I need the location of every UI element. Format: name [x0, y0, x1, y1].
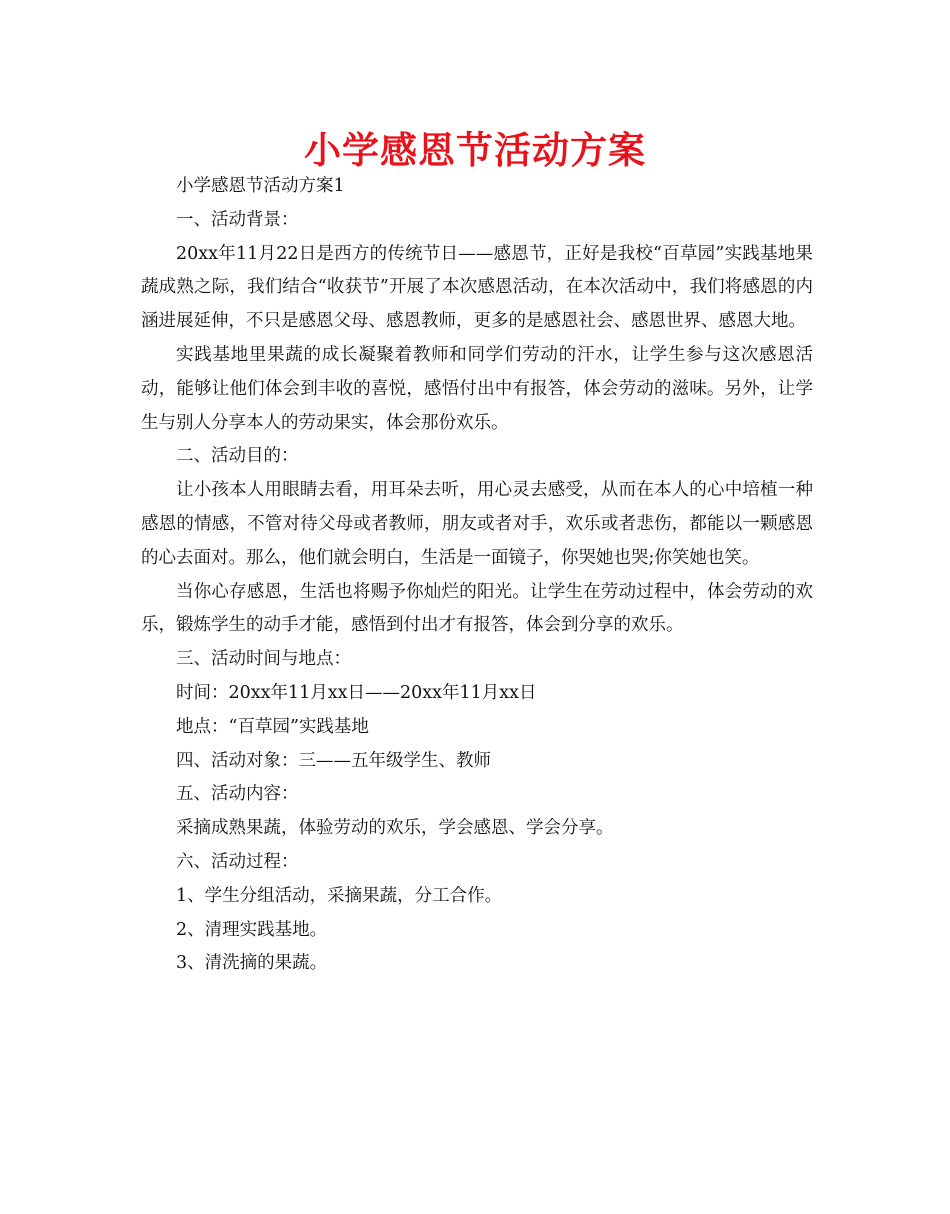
document-title: 小学感恩节活动方案	[304, 129, 646, 172]
process-step-2: 2、清理实践基地。	[176, 919, 328, 940]
section-heading-content: 五、活动内容：	[176, 784, 299, 805]
background-paragraph-2: 实践基地里果蔬的成长凝聚着教师和同学们劳动的汗水，让学生参与这次感恩活动，能够让他们体会到丰收的喜悦，感悟付出中有报答，体会劳动的滋味。另外，让学生与别人分享本人的劳动果实，体会那份欢乐。	[141, 344, 813, 433]
process-step-1: 1、学生分组活动，采摘果蔬，分工合作。	[176, 885, 503, 906]
purpose-paragraph-2: 当你心存感恩，生活也将赐予你灿烂的阳光。让学生在劳动过程中，体会劳动的欢乐，锻炼学生的动手才能，感悟到付出才有报答，体会到分享的欢乐。	[141, 581, 813, 636]
section-heading-background: 一、活动背景：	[176, 209, 299, 230]
purpose-paragraph-1: 让小孩本人用眼睛去看，用耳朵去听，用心灵去感受，从而在本人的心中培植一种感恩的情感，不管对待父母或者教师，朋友或者对手，欢乐或者悲伤，都能以一颗感恩的心去面对。那么，他们就会明白，生活是一面镜子，你哭她也哭;你笑她也笑。	[141, 480, 813, 568]
document-body	[141, 170, 813, 981]
section-heading-purpose: 二、活动目的：	[176, 446, 299, 467]
content-line: 采摘成熟果蔬，体验劳动的欢乐，学会感恩、学会分享。	[176, 818, 614, 839]
section-heading-participants: 四、活动对象：三——五年级学生、教师	[176, 750, 491, 771]
section-heading-time-place: 三、活动时间与地点：	[176, 649, 351, 670]
place-line: 地点：“百草园”实践基地	[176, 716, 369, 737]
subtitle-paragraph: 小学感恩节活动方案1	[176, 176, 345, 196]
process-step-3: 3、清洗摘的果蔬。	[176, 953, 328, 974]
section-heading-process: 六、活动过程：	[176, 851, 299, 872]
time-line: 时间：20xx年11月xx日——20xx年11月xx日	[176, 682, 537, 703]
background-paragraph-1: 20xx年11月22日是西方的传统节日——感恩节，正好是我校“百草园”实践基地果蔬成熟之际，我们结合“收获节”开展了本次感恩活动，在本次活动中，我们将感恩的内涵进展延伸，不只是感恩父母、感恩教师，更多的是感恩社会、感恩世界、感恩大地。	[141, 243, 813, 332]
